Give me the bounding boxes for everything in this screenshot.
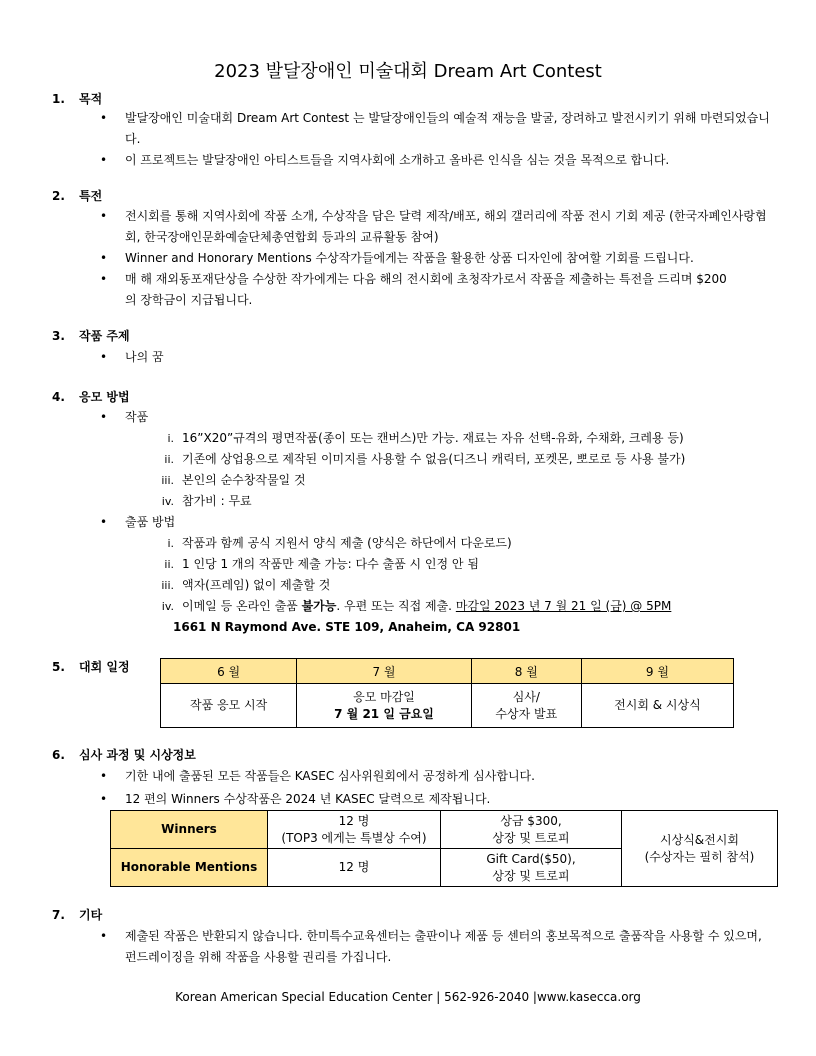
list-item: • 이 프로젝트는 발달장애인 아티스트들을 지역사회에 소개하고 올바른 인식을 심는 것을 목적으로 합니다. — [100, 153, 670, 167]
schedule-table — [160, 658, 734, 728]
list-item: • 기한 내에 출품된 모든 작품들은 KASEC 심사위원회에서 공정하게 심사합니다. — [100, 769, 535, 783]
section-heading-schedule: 5. 대회 일정 — [52, 660, 130, 674]
section-heading-how-to-apply: 4. 응모 방법 — [52, 390, 130, 404]
list-item: • 출품 방법 — [100, 515, 176, 529]
section-heading-benefits: 2. 특전 — [52, 189, 103, 203]
schedule-month: 7 월 — [297, 659, 472, 684]
list-item: • Winner and Honorary Mentions 수상작가들에게는 작품을 활용한 상품 디자인에 참여할 기회를 드립니다. — [100, 251, 694, 265]
list-item: • 나의 꿈 — [100, 350, 164, 364]
schedule-month: 8 월 — [471, 659, 581, 684]
award-count: 12 명 (TOP3 에게는 특별상 수여) — [268, 811, 441, 849]
section-heading-judging: 6. 심사 과정 및 시상정보 — [52, 748, 196, 762]
list-item: iii. 본인의 순수창작물일 것 — [161, 473, 306, 487]
awards-table — [110, 810, 778, 887]
section-heading-other: 7. 기타 — [52, 908, 103, 922]
list-item: ii. 1 인당 1 개의 작품만 제출 가능: 다수 출품 시 인정 안 됨 — [164, 557, 479, 571]
list-item: • 전시회를 통해 지역사회에 작품 소개, 수상작을 담은 달력 제작/배포, 해외 갤러리에 작품 전시 기회 제공 (한국자폐인사랑협회, 한국장애인문화예술단체총연합회 등과의 교류활동 참여) — [100, 209, 767, 244]
deadline: 마감일 2023 년 7 월 21 일 (금) @ 5PM — [455, 599, 672, 613]
mailing-address: 1661 N Raymond Ave. STE 109, Anaheim, CA 92801 — [173, 620, 521, 634]
list-item: iv. 참가비 : 무료 — [161, 494, 252, 508]
award-prize: Gift Card($50), 상장 및 트로피 — [441, 849, 622, 887]
footer-contact: Korean American Special Education Center | 562-926-2040 |www.kasecca.org — [175, 990, 641, 1004]
schedule-event: 심사/ 수상자 발표 — [471, 684, 581, 728]
award-ceremony: 시상식&전시회 (수상자는 필히 참석) — [622, 811, 778, 887]
award-prize: 상금 $300, 상장 및 트로피 — [441, 811, 622, 849]
schedule-month: 9 월 — [581, 659, 733, 684]
list-item: i. 작품과 함께 공식 지원서 양식 제출 (양식은 하단에서 다운로드) — [167, 536, 512, 550]
list-item: iii. 액자(프레임) 없이 제출할 것 — [161, 578, 331, 592]
list-item: • 12 편의 Winners 수상작품은 2024 년 KASEC 달력으로 제작됩니다. — [100, 792, 491, 806]
list-item: • 매 해 재외동포재단상을 수상한 작가에게는 다음 해의 전시회에 초청작가로서 작품을 제출하는 특전을 드리며 $200 의 장학금이 지급됩니다. — [100, 272, 727, 307]
schedule-event: 전시회 & 시상식 — [581, 684, 733, 728]
schedule-month: 6 월 — [161, 659, 297, 684]
list-item: iv. 이메일 등 온라인 출품 불가능. 우편 또는 직접 제출. 마감일 2023 년 7 월 21 일 (금) @ 5PM — [161, 599, 672, 613]
list-item: • 발달장애인 미술대회 Dream Art Contest 는 발달장애인들의 예술적 재능을 발굴, 장려하고 발전시키기 위해 마련되었습니다. — [100, 111, 770, 146]
emphasis-not-allowed: 불가능 — [301, 599, 337, 613]
section-heading-theme: 3. 작품 주제 — [52, 329, 130, 343]
list-item: i. 16”X20”규격의 평면작품(종이 또는 캔버스)만 가능. 재료는 자유 선택-유화, 수채화, 크레용 등) — [167, 431, 684, 445]
list-item: • 제출된 작품은 반환되지 않습니다. 한미특수교육센터는 출판이나 제품 등 센터의 홍보목적으로 출품작을 사용할 수 있으며, 펀드레이징을 위해 작품을 사용할 권리를 가집니다. — [100, 929, 762, 964]
schedule-event: 응모 마감일 7 월 21 일 금요일 — [297, 684, 472, 728]
list-item: ii. 기존에 상업용으로 제작된 이미지를 사용할 수 없음(디즈니 캐릭터, 포켓몬, 뽀로로 등 사용 불가) — [164, 452, 686, 466]
award-category-winners: Winners — [111, 811, 268, 849]
section-heading-purpose: 1. 목적 — [52, 92, 103, 106]
page-title: 2023 발달장애인 미술대회 Dream Art Contest — [214, 61, 602, 82]
schedule-event: 작품 응모 시작 — [161, 684, 297, 728]
award-category-honorable: Honorable Mentions — [111, 849, 268, 887]
award-count: 12 명 — [268, 849, 441, 887]
list-item: • 작품 — [100, 410, 149, 424]
